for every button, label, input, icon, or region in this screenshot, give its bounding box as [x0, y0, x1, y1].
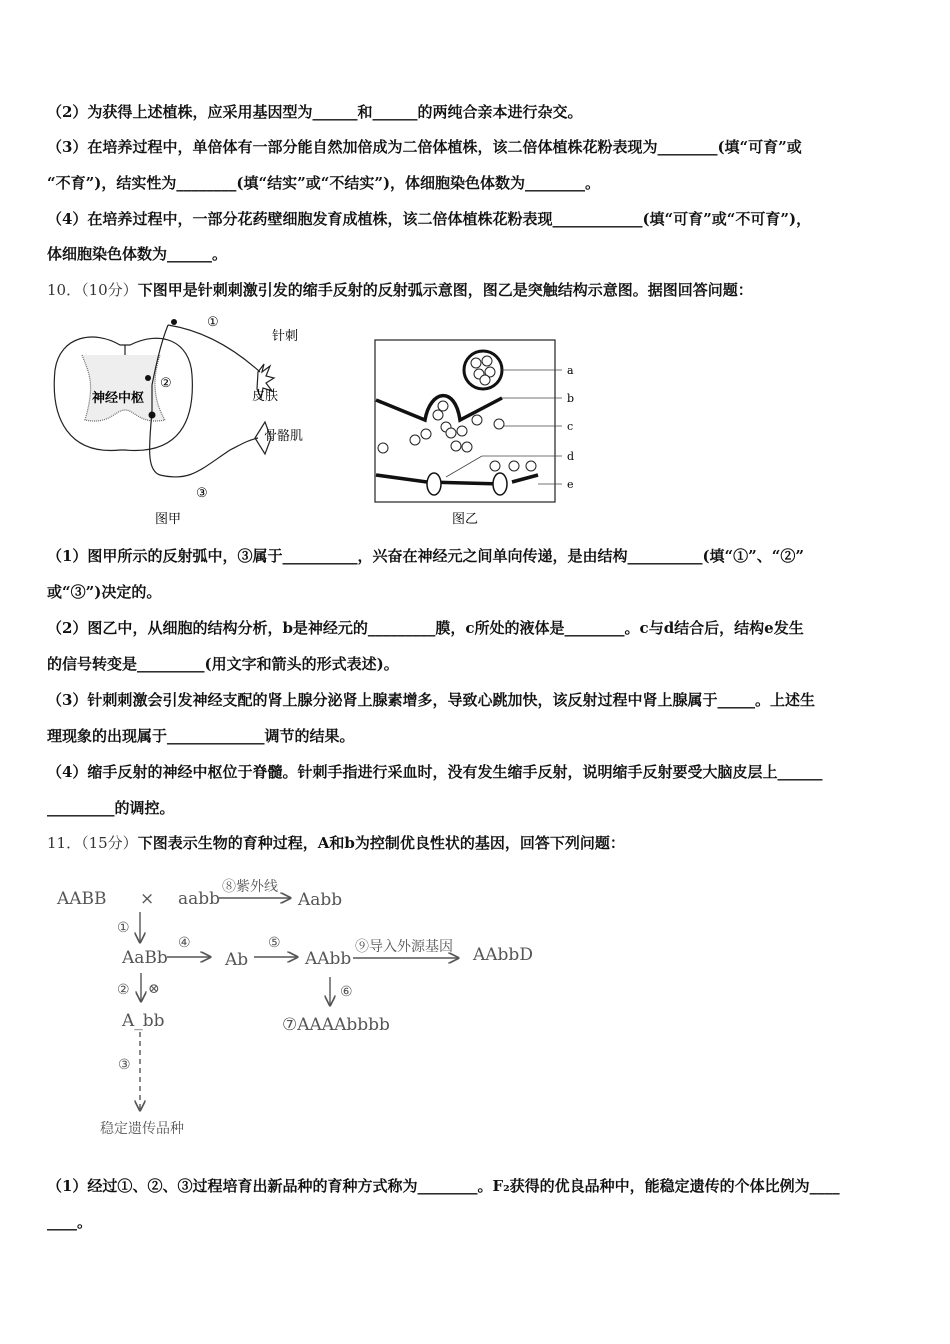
mutant-aabb: Aabb [298, 890, 343, 910]
step-2-label: ② [117, 982, 130, 998]
figure-caption: 图乙 [452, 512, 479, 527]
f1-aabb: AaBb [122, 948, 168, 968]
label-1: ① [207, 315, 219, 330]
label-skin: 皮肤 [252, 389, 279, 404]
step-4-label: ④ [178, 935, 191, 951]
q9-line: （2）为获得上述植株，应采用基因型为______和______的两纯合亲本进行杂交。 [47, 103, 583, 121]
f2-a-bb: A_bb [122, 1011, 165, 1031]
step-1-label: ① [117, 920, 130, 936]
q10-line: 理现象的出现属于_____________调节的结果。 [47, 727, 355, 745]
parent-aabb-dominant: AABB [57, 889, 107, 909]
doubled-aabb: AAbb [305, 949, 352, 969]
q9-line: （4）在培养过程中，一部分花药壁细胞发育成植株，该二倍体植株花粉表现____________(填“可育”或“不可育”)， [47, 210, 812, 228]
q10-line: （1）图甲所示的反射弧中，③属于__________，兴奋在神经元之间单向传递，是由结构__________(填“①”、“②” [47, 547, 805, 565]
stable-variety-label: 稳定遗传品种 [100, 1121, 184, 1137]
label-a: a [567, 364, 574, 377]
q9-line: 体细胞染色体数为______。 [47, 245, 228, 263]
haploid-ab: Ab [225, 950, 249, 970]
question-number: 11． [47, 834, 82, 852]
label-2: ② [160, 376, 172, 391]
label-3: ③ [196, 486, 208, 501]
label-b: b [567, 392, 575, 405]
label-muscle: 骨骼肌 [264, 429, 304, 444]
cross-symbol: × [140, 889, 155, 909]
step-6-label: ⑥ [340, 984, 353, 1000]
step-3-label: ③ [118, 1057, 131, 1073]
transgenic-aabbd: AAbbD [473, 945, 533, 965]
step-5-label: ⑤ [268, 935, 281, 951]
label-d: d [567, 450, 575, 463]
selfing-symbol: ⊗ [148, 981, 160, 997]
label-nerve-center: 神经中枢 [92, 391, 145, 406]
question-number: 10． [47, 281, 82, 299]
q10-line: _________的调控。 [47, 799, 175, 817]
question-stem: 下图表示生物的育种过程，A和b为控制优良性状的基因，回答下列问题： [137, 834, 625, 852]
q10-line: （3）针刺刺激会引发神经支配的肾上腺分泌肾上腺素增多，导致心跳加快，该反射过程中肾上腺属于_____。上述生 [47, 691, 815, 709]
label-needle: 针刺 [272, 329, 299, 344]
parent-aabb-recessive: aabb [178, 889, 221, 909]
label-e: e [567, 478, 574, 491]
figure-caption: 图甲 [155, 512, 182, 527]
question-score: （10分） [81, 281, 138, 299]
step-8-label: ⑧紫外线 [222, 879, 278, 895]
q10-line: （4）缩手反射的神经中枢位于脊髓。针刺手指进行采血时，没有发生缩手反射，说明缩手反射要受大脑皮层上______ [47, 763, 823, 781]
q11-line: ____。 [47, 1213, 93, 1231]
label-c: c [567, 420, 574, 433]
step-9-label: ⑨导入外源基因 [355, 939, 453, 955]
question-score: （15分） [81, 834, 138, 852]
question-stem: 下图甲是针刺刺激引发的缩手反射的反射弧示意图，图乙是突触结构示意图。据图回答问题： [137, 281, 753, 299]
q11-line: （1）经过①、②、③过程培育出新品种的育种方式称为________。F₂获得的优良品种中，能稳定遗传的个体比例为____ [47, 1177, 840, 1195]
tetraploid-aaaabbbb: ⑦AAAAbbbb [282, 1015, 390, 1035]
q10-line: 或“③”)决定的。 [47, 583, 162, 601]
q10-line: （2）图乙中，从细胞的结构分析，b是神经元的_________膜，c所处的液体是________。c与d结合后，结构e发生 [47, 619, 804, 637]
q10-line: 的信号转变是_________(用文字和箭头的形式表述)。 [47, 655, 399, 673]
q9-line: （3）在培养过程中，单倍体有一部分能自然加倍成为二倍体植株，该二倍体植株花粉表现为________(填“可育”或 [47, 138, 802, 156]
q9-line: “不育”)，结实性为________(填“结实”或“不结实”)，体细胞染色体数为________。 [47, 174, 601, 192]
